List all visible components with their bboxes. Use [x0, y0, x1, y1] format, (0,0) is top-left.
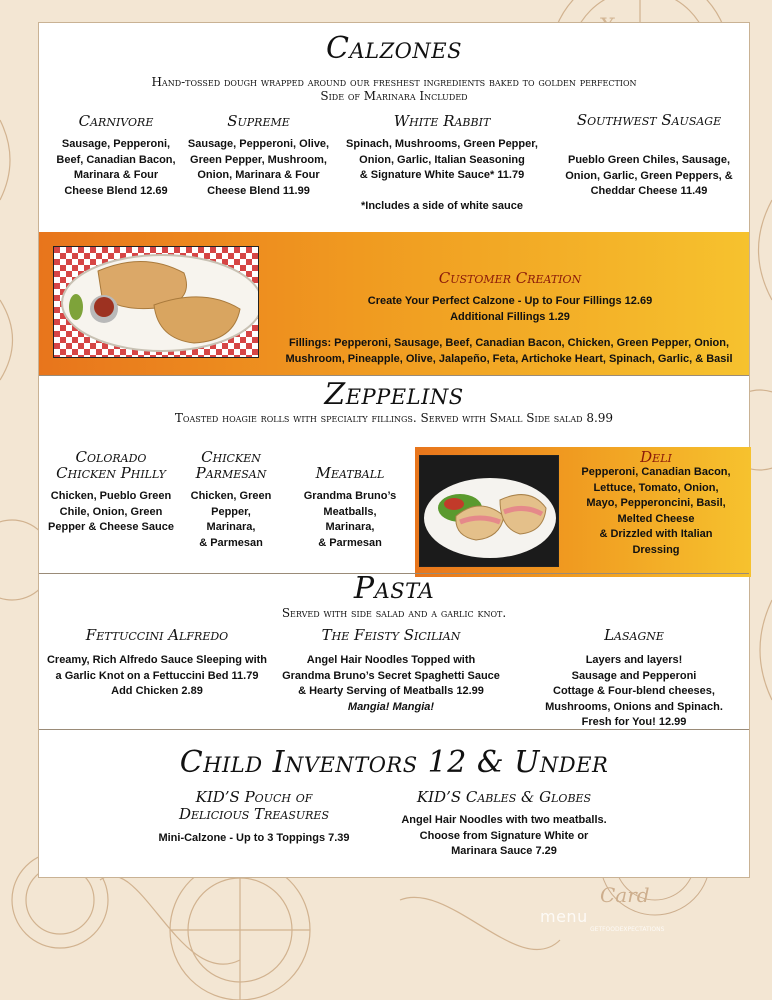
- calzone-supreme-desc: Sausage, Pepperoni, Olive, Green Pepper, Mushroom, Onion, Marinara & Four Cheese Blend 11.99: [187, 138, 330, 197]
- watermark: menu: [540, 907, 588, 926]
- pasta-feisty-sicilian-title: The Feisty Sicilian: [321, 626, 461, 644]
- mangia-tagline: Mangia! Mangia!: [347, 701, 435, 713]
- zeppelin-deli-desc: Pepperoni, Canadian Bacon, Lettuce, Tomato, Onion, Mayo, Pepperoncini, Basil, Melted Cheese & Drizzled with Italian Dressing: [581, 466, 731, 556]
- kids-title: Child Inventors 12 & Under: [179, 745, 609, 780]
- fillings-list: Fillings: Pepperoni, Sausage, Beef, Canadian Bacon, Chicken, Green Pepper, Onion, Mushroom, Pineapple, Olive, Jalapeño, Feta, Artichoke Heart, Spinach, Garlic, & Basil: [285, 337, 733, 365]
- additional-fillings-price: Additional Fillings 1.29: [450, 311, 570, 323]
- kids-pouch-title: KID’S Pouch of Delicious Treasures: [179, 788, 329, 823]
- section-divider: [39, 375, 749, 376]
- calzone-southwest-sausage-desc: Pueblo Green Chiles, Sausage, Onion, Garlic, Green Peppers, & Cheddar Cheese 11.49: [565, 154, 733, 197]
- zeppelin-deli-title: Deli: [640, 448, 672, 466]
- pasta-title: Pasta: [353, 571, 435, 606]
- customer-creation-title: Customer Creation: [438, 269, 582, 287]
- kids-cables-globes-desc: Angel Hair Noodles with two meatballs. Choose from Signature White or Marinara Sauce 7.29: [401, 814, 607, 857]
- zeppelin-meatball-desc: Grandma Bruno’s Meatballs, Marinara, & Parmesan: [303, 490, 397, 549]
- sandwich-illustration: [420, 456, 559, 567]
- svg-text:Card: Card: [600, 883, 650, 907]
- section-divider: [39, 729, 749, 730]
- calzone-photo: [53, 246, 259, 358]
- kids-pouch-desc: Mini-Calzone - Up to 3 Toppings 7.39: [158, 832, 350, 844]
- zeppelin-chicken-parmesan-desc: Chicken, Green Pepper, Marinara, & Parmesan: [190, 490, 272, 549]
- calzone-supreme-title: Supreme: [227, 112, 290, 130]
- zeppelin-colorado-philly-desc: Chicken, Pueblo Green Chile, Onion, Green Pepper & Cheese Sauce: [48, 490, 174, 533]
- pasta-feisty-sicilian-desc: Angel Hair Noodles Topped with Grandma Bruno’s Secret Spaghetti Sauce & Hearty Serving of Meatballs 12.99: [282, 654, 500, 697]
- deli-band: [415, 447, 751, 577]
- calzone-white-rabbit-title: White Rabbit: [393, 112, 491, 130]
- zeppelin-colorado-philly-title: Colorado Chicken Philly: [56, 448, 166, 482]
- customer-creation-band: [39, 232, 749, 375]
- watermark-sub: GETFOODEXPECTATIONS: [590, 926, 665, 933]
- pasta-fettuccini-desc: Creamy, Rich Alfredo Sauce Sleeping with a Garlic Knot on a Fettuccini Bed 11.79 Add Chicken 2.89: [46, 654, 268, 697]
- pasta-lasagne-title: Lasagne: [604, 626, 664, 644]
- calzones-title: Calzones: [326, 31, 462, 66]
- zeppelin-chicken-parmesan-title: Chicken Parmesan: [195, 448, 267, 482]
- calzone-southwest-sausage-title: Southwest Sausage: [576, 111, 722, 129]
- pasta-fettuccini-title: Fettuccini Alfredo: [85, 626, 229, 644]
- calzones-marinara-note: Side of Marinara Included: [320, 89, 468, 103]
- pasta-subtitle: Served with side salad and a garlic knot.: [281, 606, 507, 620]
- calzone-carnivore-desc: Sausage, Pepperoni, Beef, Canadian Bacon, Marinara & Four Cheese Blend 12.69: [56, 138, 176, 197]
- pasta-lasagne-desc: Layers and layers! Sausage and Pepperoni Cottage & Four-blend cheeses, Mushrooms, Onions and Spinach. Fresh for You! 12.99: [545, 654, 723, 728]
- white-sauce-footnote: *Includes a side of white sauce: [361, 200, 523, 212]
- calzone-carnivore-title: Carnivore: [78, 112, 154, 130]
- calzone-white-rabbit-desc: Spinach, Mushrooms, Green Pepper, Onion, Garlic, Italian Seasoning & Signature White Sauce* 11.79: [346, 138, 538, 181]
- customer-creation-price: Create Your Perfect Calzone - Up to Four Fillings 12.69: [367, 295, 653, 307]
- zeppelin-meatball-title: Meatball: [315, 464, 385, 482]
- calzones-subtitle: Hand-tossed dough wrapped around our freshest ingredients baked to golden perfection: [151, 75, 637, 89]
- menu-panel: [38, 22, 750, 878]
- deli-sandwich-photo: [419, 455, 559, 567]
- kids-cables-globes-title: KID’S Cables & Globes: [416, 788, 592, 806]
- calzone-plate-illustration: [54, 247, 259, 358]
- zeppelins-subtitle: Toasted hoagie rolls with specialty fillings. Served with Small Side salad 8.99: [174, 411, 614, 425]
- zeppelins-title: Zeppelins: [324, 377, 464, 412]
